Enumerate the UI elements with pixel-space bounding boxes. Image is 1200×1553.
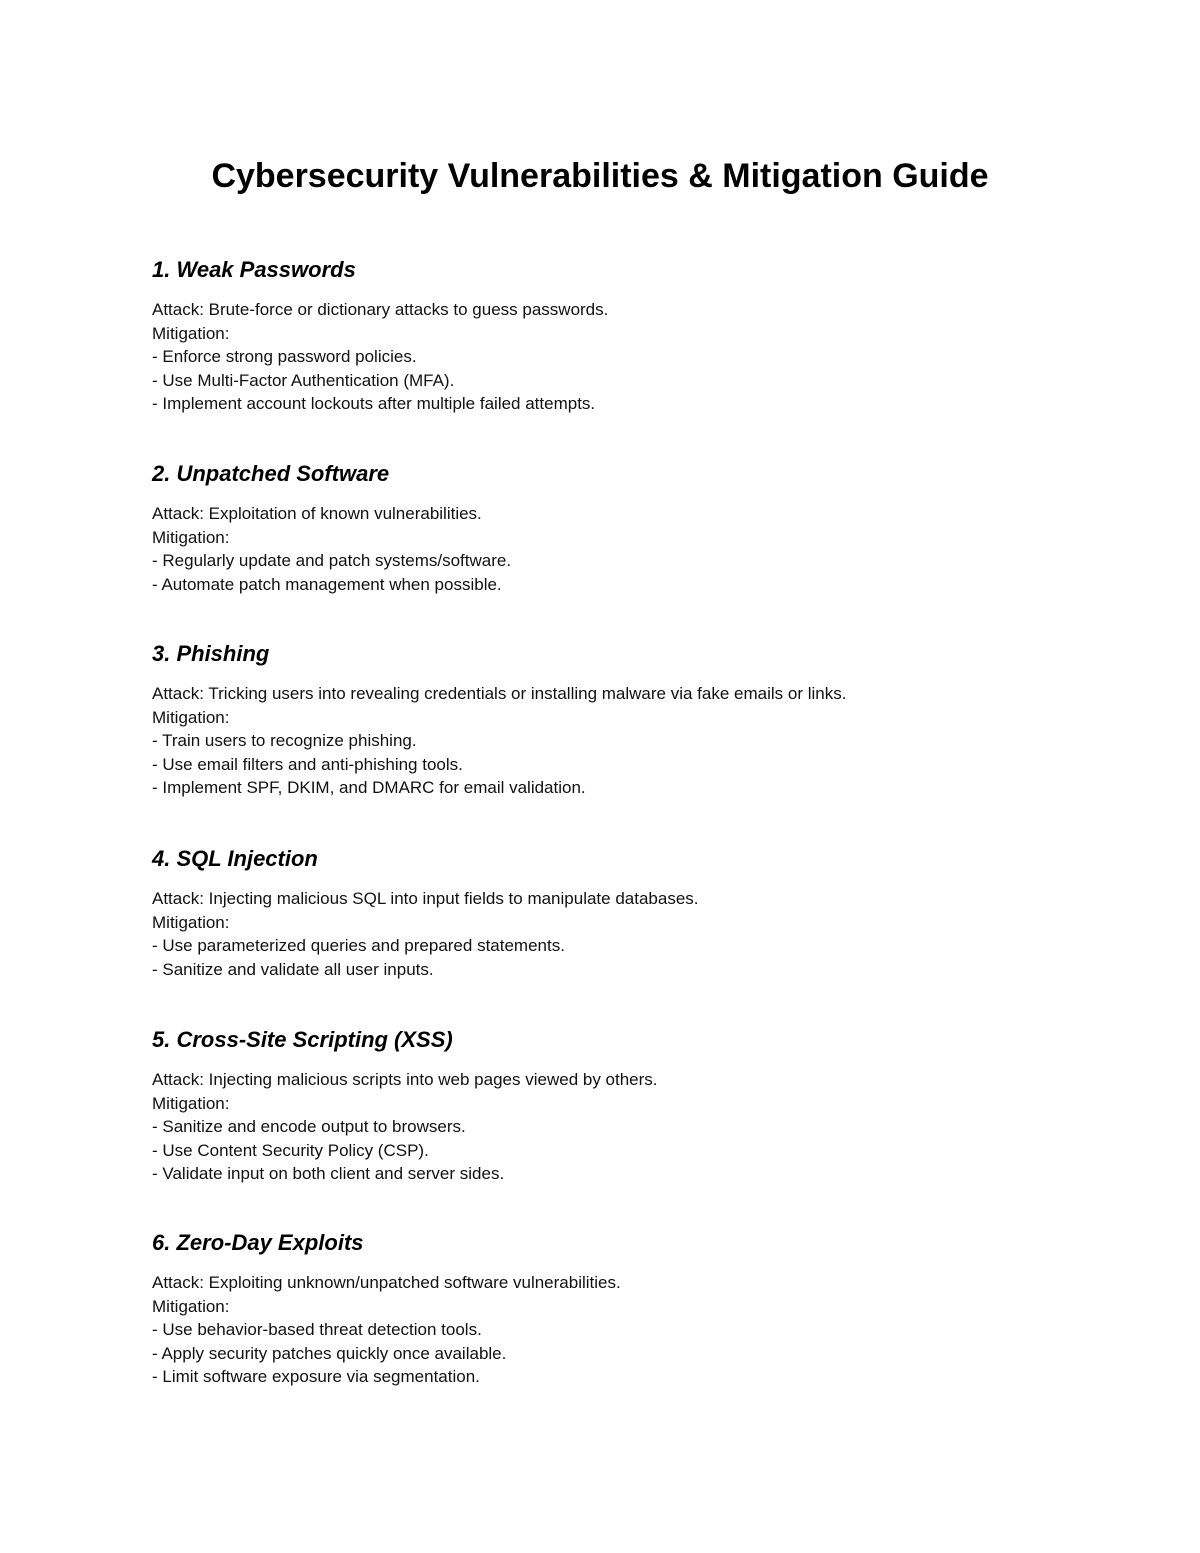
mitigation-item: - Implement account lockouts after multiple failed attempts. (152, 394, 596, 413)
section-heading: 1. Weak Passwords (152, 257, 356, 282)
mitigation-list (152, 934, 1112, 981)
section-sql-injection (152, 845, 1112, 981)
mitigation-item: - Regularly update and patch systems/software. (152, 551, 512, 570)
mitigation-item: - Limit software exposure via segmentation. (152, 1367, 480, 1386)
mitigation-item: - Automate patch management when possible. (152, 574, 502, 594)
mitigation-item: - Use email filters and anti-phishing tools. (152, 754, 463, 774)
mitigation-item: - Sanitize and validate all user inputs. (152, 959, 434, 979)
mitigation-item: - Use parameterized queries and prepared statements. (152, 936, 565, 955)
section-heading: 6. Zero-Day Exploits (152, 1230, 364, 1255)
section-zero-day-exploits (152, 1229, 1112, 1389)
attack-description: Attack: Brute-force or dictionary attacks to guess passwords. (152, 300, 609, 319)
section-unpatched-software (152, 460, 1112, 596)
mitigation-item: - Implement SPF, DKIM, and DMARC for email validation. (152, 778, 586, 797)
mitigation-label: Mitigation: (152, 707, 230, 727)
mitigation-list (152, 345, 1112, 416)
section-heading: 4. SQL Injection (152, 846, 318, 871)
mitigation-item: - Sanitize and encode output to browsers. (152, 1117, 466, 1136)
mitigation-label: Mitigation: (152, 323, 230, 343)
section-heading: 2. Unpatched Software (152, 461, 390, 486)
mitigation-label: Mitigation: (152, 912, 230, 932)
mitigation-label: Mitigation: (152, 1296, 230, 1316)
section-heading: 5. Cross-Site Scripting (XSS) (152, 1027, 453, 1052)
mitigation-item: - Use Content Security Policy (CSP). (152, 1140, 429, 1160)
section-heading: 3. Phishing (152, 641, 270, 666)
mitigation-item: - Validate input on both client and server sides. (152, 1164, 505, 1183)
attack-description: Attack: Exploiting unknown/unpatched software vulnerabilities. (152, 1273, 621, 1292)
mitigation-item: - Apply security patches quickly once available. (152, 1343, 507, 1363)
mitigation-label: Mitigation: (152, 1093, 230, 1113)
section-cross-site-scripting (152, 1026, 1112, 1186)
mitigation-list (152, 729, 1112, 800)
attack-description: Attack: Exploitation of known vulnerabilities. (152, 504, 482, 523)
mitigation-list (152, 1115, 1112, 1186)
mitigation-list (152, 1318, 1112, 1389)
mitigation-item: - Train users to recognize phishing. (152, 731, 417, 750)
section-weak-passwords (152, 256, 1112, 416)
attack-description: Attack: Injecting malicious scripts into web pages viewed by others. (152, 1070, 658, 1089)
mitigation-label: Mitigation: (152, 527, 230, 547)
mitigation-item: - Use behavior-based threat detection tools. (152, 1320, 482, 1339)
section-phishing (152, 640, 1112, 800)
attack-description: Attack: Injecting malicious SQL into input fields to manipulate databases. (152, 889, 699, 908)
mitigation-list (152, 549, 1112, 596)
document-title: Cybersecurity Vulnerabilities & Mitigation Guide (211, 157, 989, 195)
attack-description: Attack: Tricking users into revealing credentials or installing malware via fake emails or links. (152, 684, 847, 703)
mitigation-item: - Use Multi-Factor Authentication (MFA). (152, 370, 455, 390)
mitigation-item: - Enforce strong password policies. (152, 347, 417, 366)
